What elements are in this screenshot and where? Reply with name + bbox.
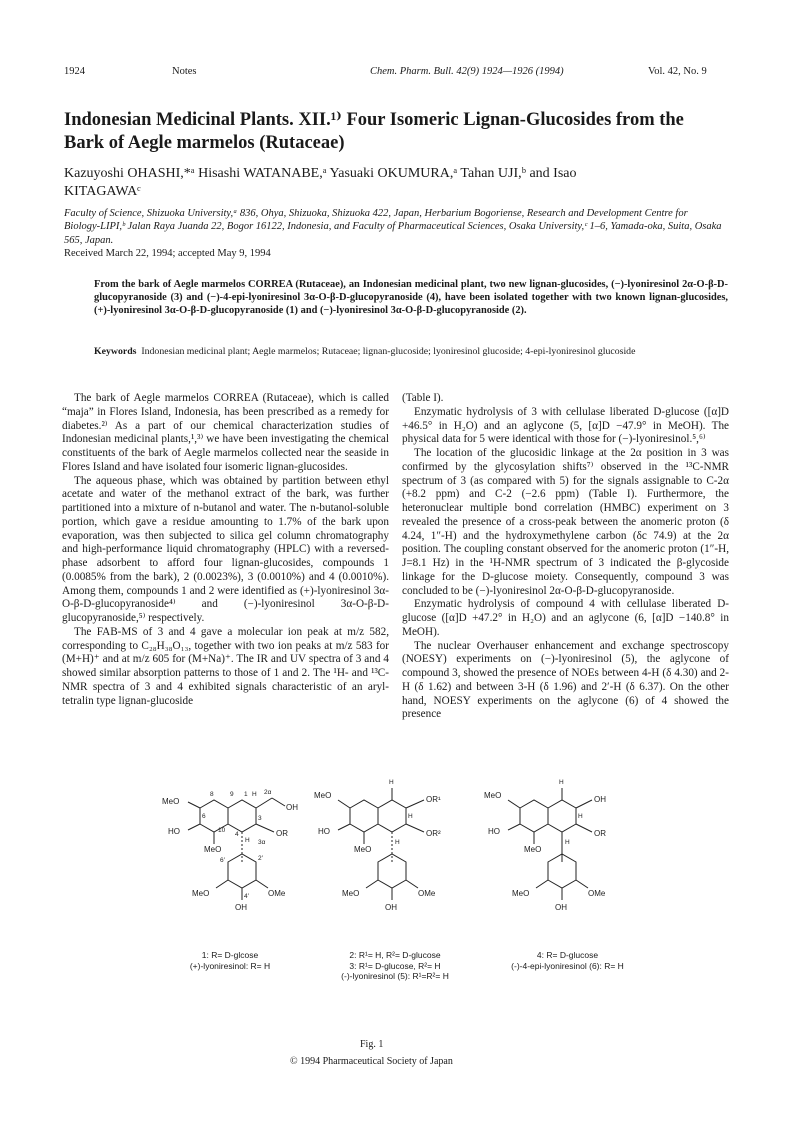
figure-label: Fig. 1 bbox=[360, 1039, 384, 1050]
label-meo: MeO bbox=[354, 845, 372, 854]
atom-number: 2α bbox=[264, 789, 272, 796]
keywords-text: Indonesian medicinal plant; Aegle marmelos; Rutaceae; lignan-glucoside; lyoniresinol glucoside; 4-epi-lyoniresinol glucoside bbox=[141, 346, 636, 357]
label-oh: OH bbox=[286, 803, 298, 812]
atom-number: 8 bbox=[210, 791, 214, 798]
atom-number: 1 bbox=[244, 791, 248, 798]
label-ome: OMe bbox=[268, 889, 286, 898]
label-h: H bbox=[408, 813, 413, 820]
atom-number: 3 bbox=[258, 815, 262, 822]
label-meo: MeO bbox=[512, 889, 530, 898]
article-title: Indonesian Medicinal Plants. XII.¹⁾ Four Isomeric Lignan-Glucosides from the Bark of Aegle marmelos (Rutaceae) bbox=[64, 110, 684, 153]
body-right-column bbox=[402, 392, 729, 722]
caption-line: 3: R¹= D-glucose, R²= H bbox=[349, 960, 441, 971]
label-oh: OH bbox=[235, 903, 247, 912]
label-or: OR bbox=[594, 829, 606, 838]
authors: Kazuyoshi OHASHI,*ᵃ Hisashi WATANABE,ᵃ Yasuaki OKUMURA,ᵃ Tahan UJI,ᵇ and Isao KITAGAWAᶜ bbox=[64, 166, 577, 199]
label-or1: OR¹ bbox=[426, 795, 441, 804]
journal-citation: Chem. Pharm. Bull. 42(9) 1924—1926 (1994) bbox=[370, 66, 564, 77]
label-meo: MeO bbox=[484, 791, 502, 800]
caption-line: 1: R= D-glcose bbox=[201, 950, 259, 960]
label-oh: OH bbox=[385, 903, 397, 912]
label-meo: MeO bbox=[314, 791, 332, 800]
received-dates: Received March 22, 1994; accepted May 9, 1994 bbox=[64, 248, 271, 259]
label-meo: MeO bbox=[162, 797, 180, 806]
label-oh: OH bbox=[555, 903, 567, 912]
label-h: H bbox=[395, 839, 400, 846]
label-ho: HO bbox=[488, 827, 500, 836]
atom-number: 2′ bbox=[258, 855, 263, 862]
volume-label: Vol. 42, No. 9 bbox=[648, 66, 707, 77]
body-paragraph: The bark of Aegle marmelos CORREA (Rutaceae), which is called “maja” in Flores Island, Indonesia, has been prescribed as a remedy for diabetes.²⁾ As a part of our chemical characterization studies of Indonesian medicinal plants,¹,³⁾ we have been investigating the chemical constituents of the bark of Aegle marmelos collected near the seaside in Flores Island and have isolated four isomeric lignan-glucosides. bbox=[62, 392, 389, 473]
copyright: © 1994 Pharmaceutical Society of Japan bbox=[290, 1056, 453, 1067]
section-label: Notes bbox=[172, 66, 197, 77]
body-paragraph: Enzymatic hydrolysis of compound 4 with cellulase liberated D-glucose ([α]D +47.2° in H₂O) and an aglycone (6, [α]D −140.8° in MeOH). bbox=[402, 598, 729, 638]
label-h: H bbox=[245, 837, 250, 844]
chemical-structures bbox=[140, 770, 660, 1042]
abstract: From the bark of Aegle marmelos CORREA (Rutaceae), an Indonesian medicinal plant, two new lignan-glucosides, (−)-lyoniresinol 2α-O-β-D-glucopyranoside (3) and (−)-4-epi-lyoniresinol 3α-O-β-D-glucopyranoside (4), have been isolated together with two known lignan-glucosides, (+)-lyoniresinol 3α-O-β-D-glucopyranoside (1) and (−)-lyoniresinol 3α-O-β-D-glucopyranoside (2). bbox=[94, 279, 728, 317]
structure-4-bonds bbox=[508, 788, 592, 900]
body-paragraph: The nuclear Overhauser enhancement and exchange spectroscopy (NOESY) experiments on (−)-lyoniresinol (5), the aglycone of compound 3, showed the presence of NOEs between 4-H (δ 4.30) and 2-H (δ 1.62) and between 3-H (δ 1.96) and 2′-H (δ 6.37). On the other hand, NOESY experiments on the aglycone (6) of 4 showed the presence bbox=[402, 639, 729, 721]
caption-compound-1 bbox=[160, 950, 300, 971]
label-h: H bbox=[559, 779, 564, 786]
label-or: OR bbox=[276, 829, 288, 838]
label-ome: OMe bbox=[588, 889, 606, 898]
label-h: H bbox=[565, 839, 570, 846]
caption-line: (+)-lyoniresinol: R= H bbox=[189, 960, 271, 971]
caption-line: (-)-4-epi-lyoniresinol (6): R= H bbox=[511, 960, 624, 971]
body-paragraph: The location of the glucosidic linkage at the 2α position in 3 was confirmed by the glycosylation shifts⁷⁾ observed in the ¹³C-NMR spectrum of 3 (as compared with 5) for the signals assignable to C-2α (+8.2 ppm) and C-2 (−2.6 ppm) (Table I). Furthermore, the heteronuclear multiple bond correlation (HMBC) experiment on 3 revealed the presence of a cross-peak between the anomeric proton (δ 4.24, 1″-H) and the hydroxymethylene carbon (δc 74.9) at the 2α position. The coupling constant observed for the anomeric proton (1″-H, J=8.1 Hz) in the ¹H-NMR spectrum of 3 indicated the β-glycoside linkage for the D-glucose moiety. Consequently, compound 3 was concluded to be (−)-lyoniresinol 2α-O-β-D-glucopyranoside. bbox=[402, 447, 729, 597]
label-meo: MeO bbox=[192, 889, 210, 898]
figure-1 bbox=[140, 770, 660, 1042]
atom-number: 4 bbox=[235, 831, 239, 838]
body-paragraph: The FAB-MS of 3 and 4 gave a molecular ion peak at m/z 582, corresponding to C₂₈H₃₈O₁₃, together with two ion peaks at m/z 583 for (M+H)⁺ and at m/z 605 for (M+Na)⁺. The IR and UV spectra of 3 and 4 showed similar absorption patterns to those of 1 and 2. The ¹H- and ¹³C-NMR spectra of 3 and 4 exhibited signals characteristic of an aryl-tetralin type lignan-glucoside bbox=[62, 625, 389, 707]
label-h: H bbox=[389, 779, 394, 786]
atom-number: 9 bbox=[230, 791, 234, 798]
keywords bbox=[94, 346, 728, 359]
structure-2-bonds bbox=[338, 788, 424, 900]
label-meo: MeO bbox=[342, 889, 360, 898]
label-ho: HO bbox=[318, 827, 330, 836]
page-number: 1924 bbox=[64, 66, 85, 77]
atom-number: 10 bbox=[218, 827, 226, 834]
atom-number: 4′ bbox=[244, 893, 249, 900]
label-h: H bbox=[252, 791, 257, 798]
label-or2: OR² bbox=[426, 829, 441, 838]
atom-number: 6 bbox=[202, 813, 206, 820]
caption-line: 4: R= D-glucose bbox=[536, 950, 599, 960]
caption-line: 2: R¹= H, R²= D-glucose bbox=[349, 950, 441, 960]
keywords-label: Keywords bbox=[94, 346, 137, 357]
label-ho: HO bbox=[168, 827, 180, 836]
caption-compound-2-3 bbox=[310, 950, 480, 982]
affiliations: Faculty of Science, Shizuoka University,ᵃ 836, Ohya, Shizuoka, Shizuoka 422, Japan, Herbarium Bogoriense, Research and Development Centre for Biology-LIPI,ᵇ Jalan Raya Juanda 22, Bogor 16122, Indonesia, and Faculty of Pharmaceutical Sciences, Osaka University,ᶜ 1–6, Yamada-oka, Suita, Osaka 565, Japan. bbox=[64, 208, 722, 246]
body-paragraph: The aqueous phase, which was obtained by partition between ethyl acetate and water of the methanol extract of the bark, was further partitioned into a mixture of n-butanol and water. The n-butanol-soluble portion, which gave a residue amounting to 1.7% of the bark upon evaporation, was then subjected to silica gel column chromatography and high-performance liquid chromatography (HPLC) with a reversed-phase adsorbent to afford four lignan-glucosides, compounds 1 (0.0085% from the bark), 2 (0.0023%), 3 (0.0010%) and 4 (0.0010%). Among them, compounds 1 and 2 were identified as (+)-lyoniresinol 3α-O-β-D-glucopyranoside⁴⁾ and (−)-lyoniresinol 3α-O-β-D-glucopyranoside,⁵⁾ respectively. bbox=[62, 474, 389, 624]
atom-number: 3α bbox=[258, 839, 266, 846]
label-meo: MeO bbox=[524, 845, 542, 854]
label-h: H bbox=[578, 813, 583, 820]
caption-compound-4 bbox=[480, 950, 655, 971]
body-paragraph: (Table I). bbox=[402, 392, 444, 404]
body-paragraph: Enzymatic hydrolysis of 3 with cellulase liberated D-glucose ([α]D +46.5° in H₂O) and an aglycone (5, [α]D −47.9° in MeOH). The physical data for 5 were identical with those for (−)-lyoniresinol.⁵,⁶⁾ bbox=[402, 405, 729, 446]
body-left-column bbox=[62, 392, 389, 708]
label-meo: MeO bbox=[204, 845, 222, 854]
label-ome: OMe bbox=[418, 889, 436, 898]
atom-number: 6′ bbox=[220, 857, 225, 864]
label-oh: OH bbox=[594, 795, 606, 804]
caption-line: (-)-lyoniresinol (5): R¹=R²= H bbox=[341, 971, 449, 981]
